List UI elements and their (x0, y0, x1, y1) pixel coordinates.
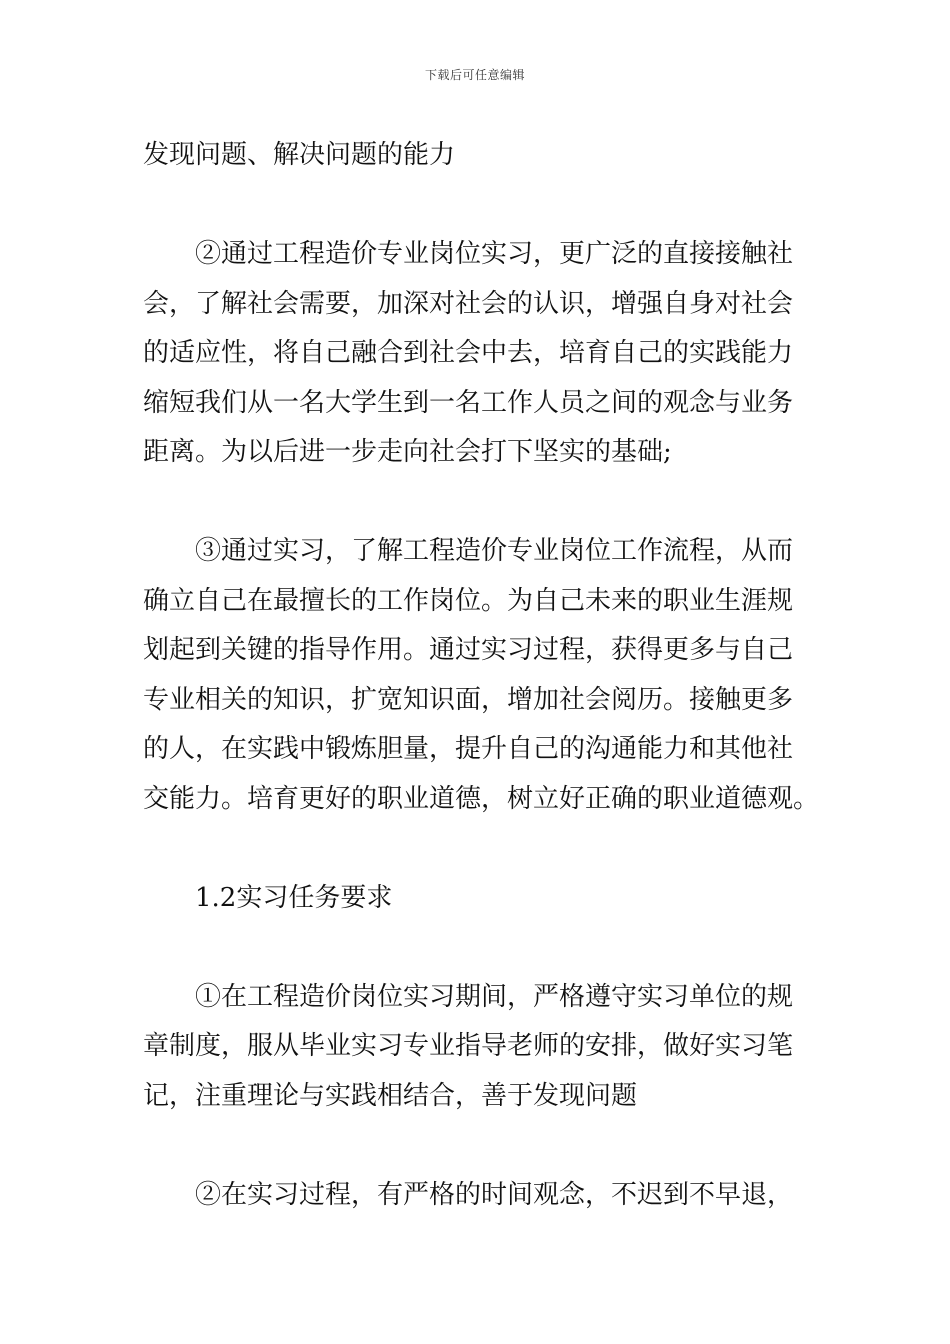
page-header: 下载后可任意编辑 (424, 68, 525, 82)
text-line: 章制度，服从毕业实习专业指导老师的安排，做好实习笔 (143, 1031, 794, 1061)
text-line: 的适应性，将自己融合到社会中去，培育自己的实践能力 (143, 338, 794, 368)
text-line: ①在工程造价岗位实习期间，严格遵守实习单位的规 (195, 981, 794, 1012)
text-line: ②通过工程造价专业岗位实习，更广泛的直接接触社 (195, 239, 794, 269)
text-line: 会，了解社会需要，加深对社会的认识，增强自身对社会 (143, 288, 794, 319)
text-line: ②在实习过程，有严格的时间观念，不迟到不早退， (195, 1179, 794, 1210)
text-line: 划起到关键的指导作用。通过实习过程，获得更多与自己 (143, 635, 794, 665)
text-line: ③通过实习，了解工程造价专业岗位工作流程，从而 (195, 536, 794, 566)
paragraph (143, 131, 807, 181)
heading-text: 1.2实习任务要求 (195, 882, 393, 913)
paragraph (143, 527, 820, 824)
text-line: 的人，在实践中锻炼胆量，提升自己的沟通能力和其他社 (143, 734, 794, 764)
text-line: 专业相关的知识，扩宽知识面，增加社会阅历。接触更多 (143, 684, 794, 715)
text-line: 距离。为以后进一步走向社会打下坚实的基础; (143, 437, 672, 467)
paragraph-gap (143, 181, 807, 231)
paragraph (143, 1171, 807, 1221)
section-heading (143, 874, 807, 924)
paragraph (143, 230, 807, 478)
paragraph-gap (143, 824, 807, 874)
text-line: 缩短我们从一名大学生到一名工作人员之间的观念与业务 (143, 387, 794, 418)
paragraph-gap (143, 478, 807, 528)
text-line: 发现问题、解决问题的能力 (143, 140, 456, 170)
paragraph (143, 973, 807, 1122)
text-line: 记，注重理论与实践相结合，善于发现问题 (143, 1080, 638, 1111)
paragraph-gap (143, 923, 807, 973)
text-line: 确立自己在最擅长的工作岗位。为自己未来的职业生涯规 (143, 585, 794, 616)
document-body (143, 131, 820, 1220)
paragraph-gap (143, 1121, 807, 1171)
text-line: 交能力。培育更好的职业道德，树立好正确的职业道德观。 (143, 783, 820, 814)
